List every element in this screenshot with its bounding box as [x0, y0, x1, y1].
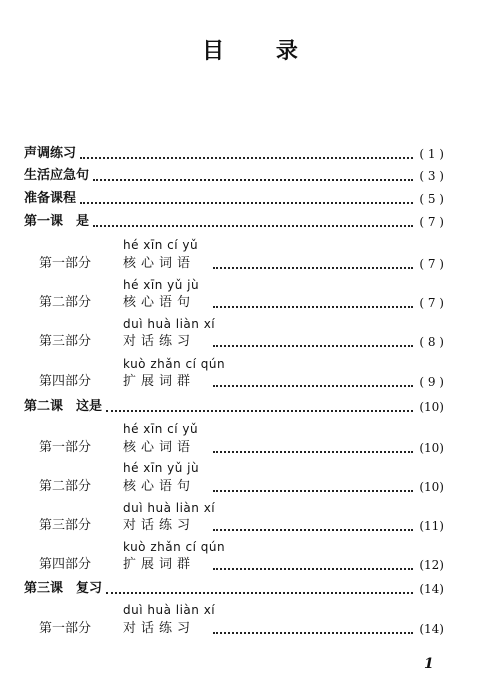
- toc-page-ref: (11): [419, 519, 444, 533]
- part-topic: 对话练习: [123, 518, 196, 533]
- pinyin-annotation: duì huà liàn xí: [123, 603, 216, 617]
- part-topic: 对话练习: [123, 621, 196, 636]
- part-topic: 扩展词群: [123, 374, 196, 389]
- toc-page-ref: (12): [419, 558, 444, 572]
- dot-leader: [106, 592, 413, 594]
- toc-page-ref: ( 7 ): [419, 257, 444, 271]
- part-topic: 对话练习: [123, 334, 196, 349]
- toc-subentry[interactable]: [39, 333, 444, 351]
- dot-leader: [80, 157, 413, 159]
- toc-entry-label: 生活应急句: [24, 168, 90, 183]
- toc-page-ref: ( 9 ): [419, 375, 444, 389]
- part-label: 第二部分: [39, 295, 92, 310]
- part-label: 第三部分: [39, 334, 92, 349]
- dot-leader: [213, 345, 413, 347]
- dot-leader: [93, 179, 413, 181]
- part-label: 第一部分: [39, 621, 92, 636]
- toc-page-ref: (10): [419, 441, 444, 455]
- toc-entry-lesson-3[interactable]: [24, 580, 444, 598]
- dot-leader: [213, 451, 413, 453]
- toc-subentry[interactable]: [39, 439, 444, 457]
- part-label: 第一部分: [39, 440, 92, 455]
- toc-entry-label: 第三课 复习: [24, 581, 103, 596]
- toc-entry-tones[interactable]: [24, 145, 444, 163]
- toc-page-ref: (14): [419, 622, 444, 636]
- toc-entry-prep[interactable]: [24, 190, 444, 208]
- toc-page-ref: ( 5 ): [419, 192, 444, 206]
- toc-page-ref: ( 3 ): [419, 169, 444, 183]
- toc-page-ref: ( 1 ): [419, 147, 444, 161]
- toc-entry-lesson-2[interactable]: [24, 398, 444, 416]
- dot-leader: [213, 490, 413, 492]
- toc-subentry[interactable]: [39, 556, 444, 574]
- dot-leader: [80, 202, 413, 204]
- pinyin-annotation: hé xīn cí yǔ: [123, 422, 199, 436]
- pinyin-annotation: hé xīn yǔ jù: [123, 461, 200, 475]
- toc-subentry[interactable]: [39, 255, 444, 273]
- toc-page-ref: ( 7 ): [419, 296, 444, 310]
- part-topic: 核心词语: [123, 440, 196, 455]
- dot-leader: [213, 529, 413, 531]
- pinyin-annotation: hé xīn cí yǔ: [123, 238, 199, 252]
- page-title: 目 录: [202, 39, 320, 64]
- part-topic: 核心语句: [123, 295, 196, 310]
- pinyin-annotation: hé xīn yǔ jù: [123, 278, 200, 292]
- part-topic: 扩展词群: [123, 557, 196, 572]
- toc-entry-label: 准备课程: [24, 191, 77, 206]
- toc-subentry[interactable]: [39, 373, 444, 391]
- pinyin-annotation: kuò zhǎn cí qún: [123, 540, 226, 554]
- pinyin-annotation: duì huà liàn xí: [123, 317, 216, 331]
- part-label: 第二部分: [39, 479, 92, 494]
- part-topic: 核心词语: [123, 256, 196, 271]
- toc-page-ref: (10): [419, 480, 444, 494]
- toc-entry-label: 第二课 这是: [24, 399, 103, 414]
- dot-leader: [106, 410, 413, 412]
- toc-entry-label: 声调练习: [24, 146, 77, 161]
- toc-page-ref: (14): [419, 582, 444, 596]
- dot-leader: [213, 306, 413, 308]
- toc-entry-label: 第一课 是: [24, 214, 90, 229]
- toc-subentry[interactable]: [39, 620, 444, 638]
- toc-page-ref: (10): [419, 400, 444, 414]
- toc-page-ref: ( 7 ): [419, 215, 444, 229]
- toc-subentry[interactable]: [39, 478, 444, 496]
- page-number: 1: [424, 656, 434, 672]
- part-label: 第一部分: [39, 256, 92, 271]
- pinyin-annotation: kuò zhǎn cí qún: [123, 357, 226, 371]
- dot-leader: [213, 632, 413, 634]
- part-label: 第四部分: [39, 557, 92, 572]
- part-label: 第四部分: [39, 374, 92, 389]
- dot-leader: [213, 267, 413, 269]
- toc-page-ref: ( 8 ): [419, 335, 444, 349]
- dot-leader: [213, 568, 413, 570]
- part-label: 第三部分: [39, 518, 92, 533]
- pinyin-annotation: duì huà liàn xí: [123, 501, 216, 515]
- dot-leader: [213, 385, 413, 387]
- dot-leader: [93, 225, 413, 227]
- toc-subentry[interactable]: [39, 517, 444, 535]
- toc-entry-lesson-1[interactable]: [24, 213, 444, 231]
- toc-entry-emergency[interactable]: [24, 167, 444, 185]
- toc-subentry[interactable]: [39, 294, 444, 312]
- part-topic: 核心语句: [123, 479, 196, 494]
